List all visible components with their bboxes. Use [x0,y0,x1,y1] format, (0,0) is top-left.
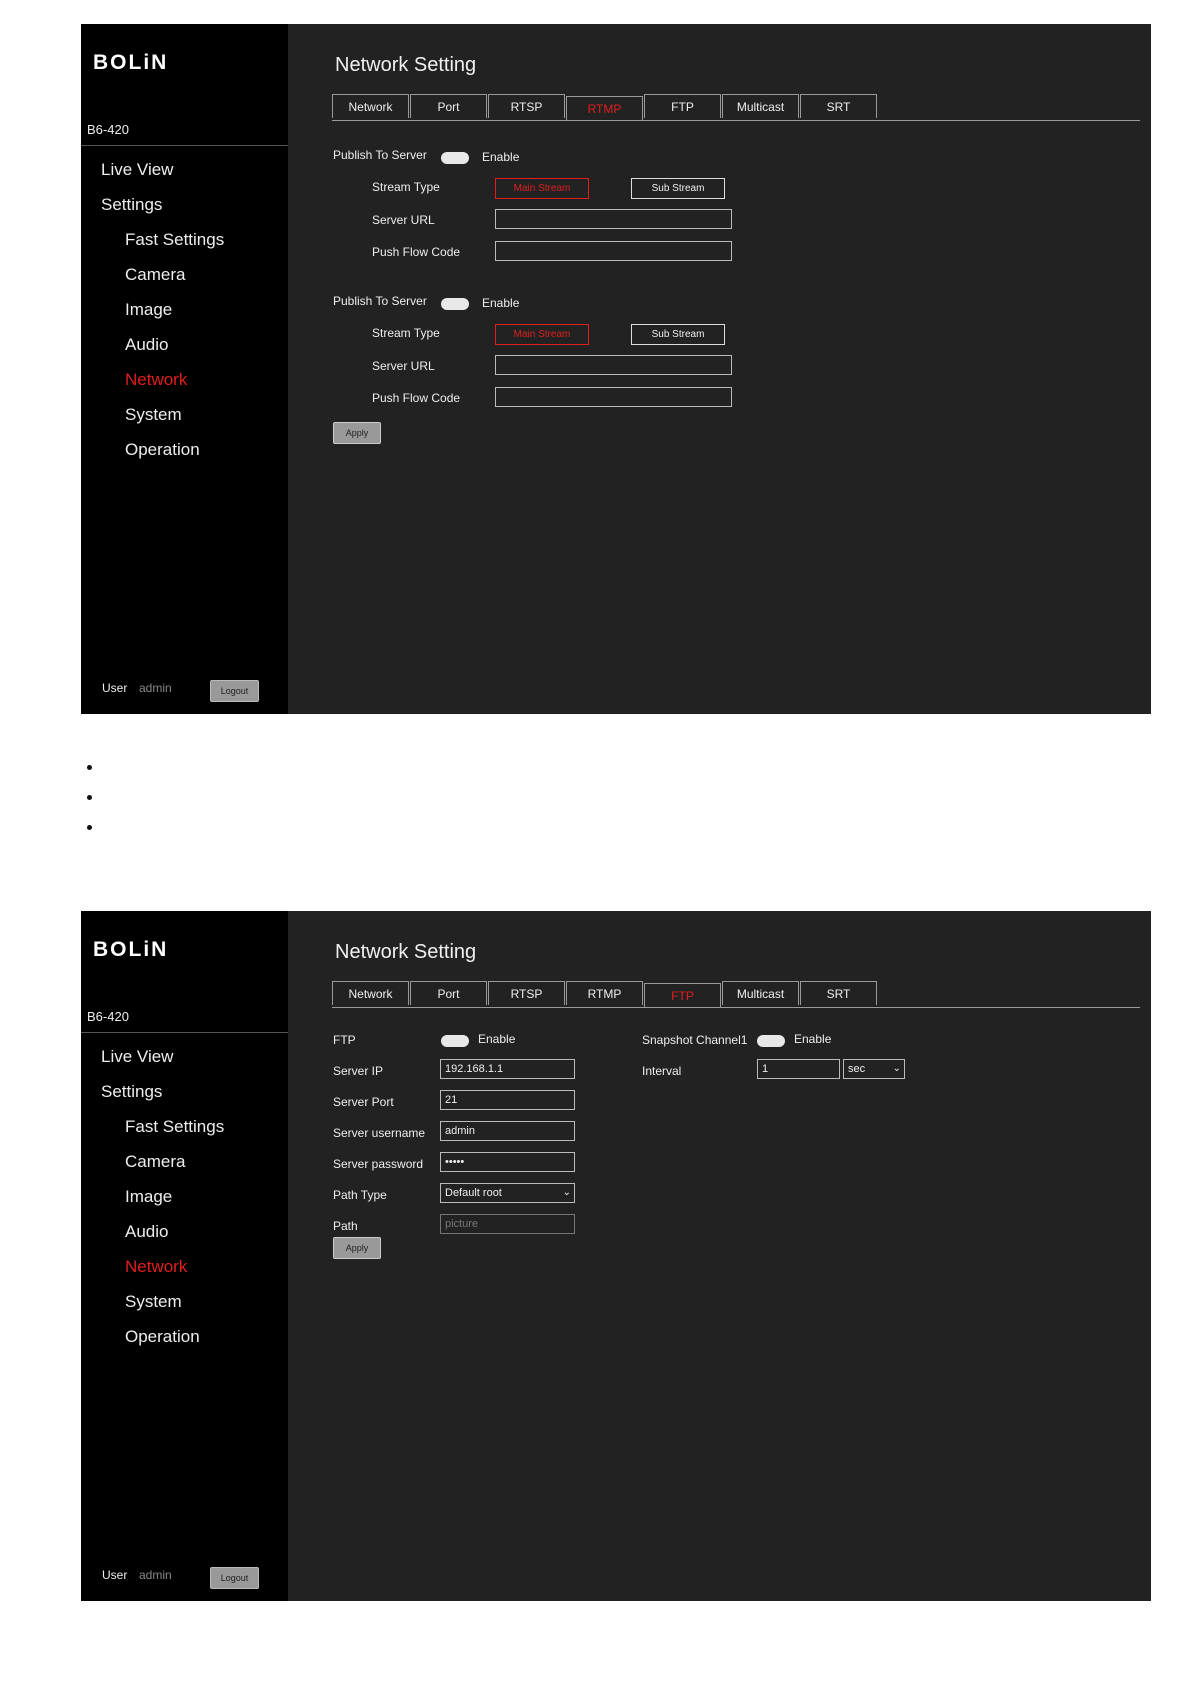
model-name: B6-420 [87,122,129,137]
nav-network[interactable]: Network [125,1257,188,1276]
tab-underline [332,120,1140,121]
nav-network[interactable]: Network [125,370,188,389]
tab-port[interactable]: Port [410,981,487,1005]
nav-operation[interactable]: Operation [125,440,200,459]
tab-multicast[interactable]: Multicast [722,94,799,118]
interval-unit-select[interactable] [843,1059,905,1079]
snapshot-enable-label: Enable [794,1032,832,1046]
page-title: Network Setting [335,54,477,76]
stream-type-label: Stream Type [372,326,440,340]
tab-multicast[interactable]: Multicast [722,981,799,1005]
tab-rtsp[interactable]: RTSP [488,981,565,1005]
path-input[interactable]: picture [440,1214,575,1234]
sidebar [81,24,288,714]
push-flow-input[interactable] [495,387,732,407]
apply-button[interactable]: Apply [333,1237,381,1259]
bolin-logo [93,52,203,72]
path-type-select[interactable] [440,1183,575,1203]
user-name: admin [139,1568,172,1582]
nav-camera[interactable]: Camera [125,265,186,284]
push-flow-label: Push Flow Code [372,245,461,259]
push-flow-input[interactable] [495,241,732,261]
username-label: Server username [333,1126,426,1140]
server-url-input[interactable] [495,355,732,375]
server-ip-label: Server IP [333,1064,384,1078]
nav-system[interactable]: System [125,1292,182,1311]
tab-network[interactable]: Network [332,94,409,118]
main-stream-button[interactable]: Main Stream [495,178,589,199]
nav-settings[interactable]: Settings [101,1082,163,1101]
interval-input[interactable]: 1 [757,1059,840,1079]
path-label: Path [333,1219,358,1233]
snapshot-label: Snapshot Channel1 [642,1033,748,1047]
interval-label: Interval [642,1064,682,1078]
server-url-label: Server URL [372,359,435,373]
nav-audio[interactable]: Audio [125,335,169,354]
svg-text:BOLiN: BOLiN [93,939,169,959]
tab-ftp[interactable]: FTP [644,94,721,118]
nav-operation[interactable]: Operation [125,1327,200,1346]
nav-camera[interactable]: Camera [125,1152,186,1171]
publish-label: Publish To Server [333,148,427,162]
list-bullet [87,825,92,830]
ftp-toggle[interactable] [441,1035,469,1047]
password-label: Server password [333,1157,424,1171]
svg-text:BOLiN: BOLiN [93,52,169,72]
model-name: B6-420 [87,1009,129,1024]
tab-ftp[interactable]: FTP [644,983,721,1007]
publish-toggle[interactable] [441,298,469,310]
enable-label: Enable [482,150,520,164]
user-label: User [102,1568,128,1582]
tab-rtmp[interactable]: RTMP [566,96,643,120]
page-title: Network Setting [335,941,477,963]
stream-type-label: Stream Type [372,180,440,194]
server-port-label: Server Port [333,1095,394,1109]
tab-rtsp[interactable]: RTSP [488,94,565,118]
divider [81,1032,288,1033]
sub-stream-button[interactable]: Sub Stream [631,178,725,199]
nav-system[interactable]: System [125,405,182,424]
divider [81,145,288,146]
enable-label: Enable [482,296,520,310]
tab-rtmp[interactable]: RTMP [566,981,643,1005]
nav-image[interactable]: Image [125,300,173,319]
push-flow-label: Push Flow Code [372,391,461,405]
chevron-down-icon: ⌄ [892,1063,901,1074]
tab-srt[interactable]: SRT [800,94,877,118]
path-type-value: Default root [445,1187,502,1199]
path-type-label: Path Type [333,1188,387,1202]
rtmp-settings-screen [81,24,1151,714]
nav-fast-settings[interactable]: Fast Settings [125,230,225,249]
tab-srt[interactable]: SRT [800,981,877,1005]
nav-live-view[interactable]: Live View [101,160,174,179]
sidebar [81,911,288,1601]
nav-fast-settings[interactable]: Fast Settings [125,1117,225,1136]
snapshot-toggle[interactable] [757,1035,785,1047]
tab-port[interactable]: Port [410,94,487,118]
ftp-settings-screen [81,911,1151,1601]
list-bullet [87,795,92,800]
main-stream-button[interactable]: Main Stream [495,324,589,345]
list-bullet [87,765,92,770]
ftp-label: FTP [333,1033,356,1047]
user-name: admin [139,681,172,695]
nav-image[interactable]: Image [125,1187,173,1206]
publish-toggle[interactable] [441,152,469,164]
publish-label: Publish To Server [333,294,427,308]
nav-audio[interactable]: Audio [125,1222,169,1241]
nav-live-view[interactable]: Live View [101,1047,174,1066]
password-input[interactable]: ••••• [440,1152,575,1172]
server-url-label: Server URL [372,213,435,227]
server-ip-input[interactable]: 192.168.1.1 [440,1059,575,1079]
username-input[interactable]: admin [440,1121,575,1141]
sub-stream-button[interactable]: Sub Stream [631,324,725,345]
server-url-input[interactable] [495,209,732,229]
chevron-down-icon: ⌄ [562,1187,571,1198]
nav-settings[interactable]: Settings [101,195,163,214]
logout-button[interactable]: Logout [210,680,259,702]
tab-network[interactable]: Network [332,981,409,1005]
bolin-logo [93,939,203,959]
logout-button[interactable]: Logout [210,1567,259,1589]
apply-button[interactable]: Apply [333,422,381,444]
server-port-input[interactable]: 21 [440,1090,575,1110]
interval-unit-value: sec [848,1063,866,1075]
enable-label: Enable [478,1032,516,1046]
tab-underline [332,1007,1140,1008]
user-label: User [102,681,128,695]
